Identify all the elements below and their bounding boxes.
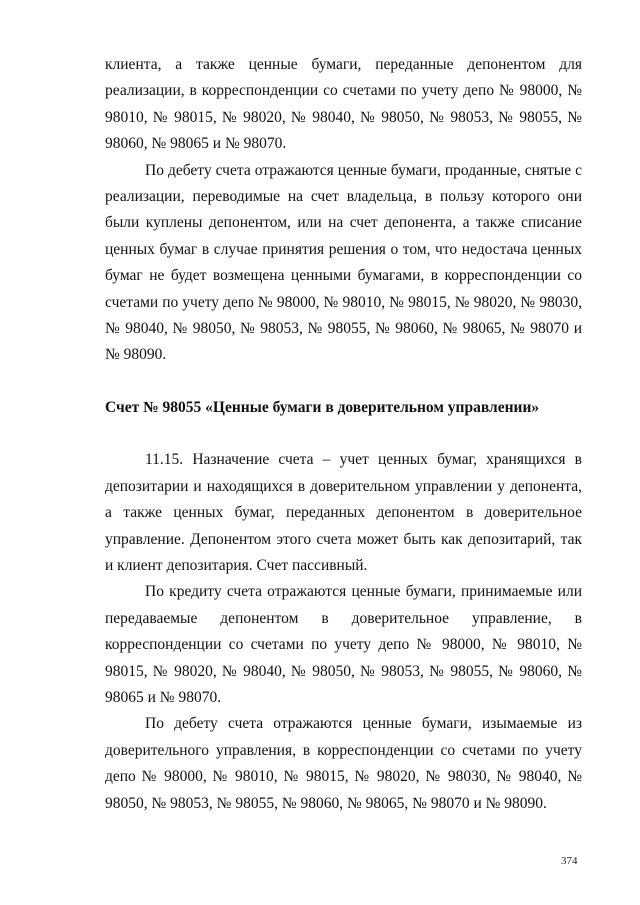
page-content [105,52,582,817]
paragraph-credit: По кредиту счета отражаются ценные бумаги, принимаемые или передаваемые депонентом в доверительное управление, в корреспонденции со счетами по учету депо № 98000, № 98010, № 98015, № 98020, № 98040, № 98050, № 98053, № 98055, № 98060, № 98065 и № 98070. [105,583,582,706]
paragraph-debit-realization: По дебету счета отражаются ценные бумаги, проданные, снятые с реализации, переводимые на счет владельца, в пользу которого они были куплены депонентом, или на счет депонента, а также списание ценных бумаг в случае принятия решения о том, что недостача ценных бумаг не будет возмещена ценными бумагами, в корреспонденции со счетами по учету депо № 98000, № 98010, № 98015, № 98020, № 98030, № 98040, № 98050, № 98053, № 98055, № 98060, № 98065, № 98070 и № 98090. [105,161,582,364]
paragraph-continuation: клиента, а также ценные бумаги, переданные депонентом для реализации, в корреспонденции со счетами по учету депо № 98000, № 98010, № 98015, № 98020, № 98040, № 98050, № 98053, № 98055, № 98060, № 98065 и № 98070. [105,56,582,153]
paragraph-debit-trust: По дебету счета отражаются ценные бумаги, изымаемые из доверительного управления, в корреспонденции со счетами по учету депо № 98000, № 98010, № 98015, № 98020, № 98030, № 98040, № 98050, № 98053, № 98055, № 98060, № 98065, № 98070 и № 98090. [105,715,582,812]
section-heading: Счет № 98055 «Ценные бумаги в доверительном управлении» [105,398,540,416]
paragraph-account-purpose: 11.15. Назначение счета – учет ценных бумаг, хранящихся в депозитарии и находящихся в доверительном управлении у депонента, а также ценных бумаг, переданных депонентом в доверительное управление. Депонентом этого счета может быть как депозитарий, так и клиент депозитария. Счет пассивный. [105,451,582,574]
page-number: 374 [561,855,578,867]
